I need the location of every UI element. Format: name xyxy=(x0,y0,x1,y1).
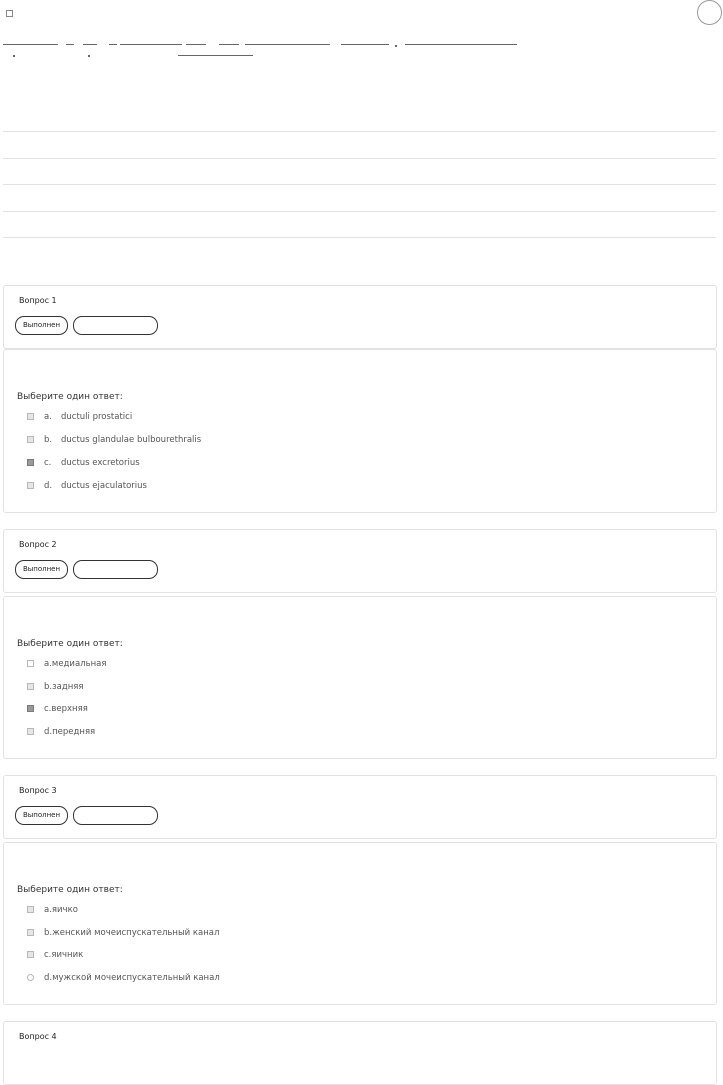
answer-option[interactable]: c.яичник xyxy=(27,950,83,962)
summary-row-divider xyxy=(3,131,716,132)
radio-icon[interactable] xyxy=(27,482,34,489)
answer-option[interactable]: d.мужской мочеиспускательный канал xyxy=(27,973,220,985)
breadcrumb-separator xyxy=(13,55,15,57)
breadcrumb-link[interactable] xyxy=(186,44,206,45)
question-info xyxy=(3,1021,717,1085)
summary-row-divider xyxy=(3,184,716,185)
user-avatar[interactable] xyxy=(697,0,722,25)
answer-option[interactable]: a.яичко xyxy=(27,905,78,917)
breadcrumb-link[interactable] xyxy=(341,44,389,45)
menu-checkbox-icon[interactable] xyxy=(6,10,13,17)
summary-row-divider xyxy=(3,158,716,159)
breadcrumb-link[interactable] xyxy=(178,55,253,56)
question-status: Выполнен xyxy=(15,316,68,335)
radio-icon[interactable] xyxy=(27,929,34,936)
radio-icon[interactable] xyxy=(27,906,34,913)
breadcrumb-link[interactable] xyxy=(3,44,58,45)
radio-icon[interactable] xyxy=(27,974,34,981)
breadcrumb-link[interactable] xyxy=(83,44,97,45)
question-info xyxy=(3,775,717,839)
radio-icon[interactable] xyxy=(27,413,34,420)
top-bar xyxy=(0,0,723,30)
question-title: Вопрос 3 xyxy=(19,786,57,795)
question-title: Вопрос 1 xyxy=(19,296,57,305)
radio-icon[interactable] xyxy=(27,728,34,735)
breadcrumb-link[interactable] xyxy=(109,44,117,45)
question-status: Выполнен xyxy=(15,560,68,579)
answer-option[interactable]: c.верхняя xyxy=(27,704,88,716)
flag-question-button[interactable] xyxy=(73,560,158,579)
answer-option[interactable]: c. ductus excretorius xyxy=(27,458,140,470)
breadcrumb-link[interactable] xyxy=(245,44,330,45)
question-title: Вопрос 4 xyxy=(19,1032,57,1041)
question-title: Вопрос 2 xyxy=(19,540,57,549)
flag-question-button[interactable] xyxy=(73,316,158,335)
question-content xyxy=(3,596,717,759)
radio-checked-icon[interactable] xyxy=(27,705,34,712)
answer-option[interactable]: b.женский мочеиспускательный канал xyxy=(27,928,219,940)
summary-row-divider xyxy=(3,237,716,238)
radio-icon[interactable] xyxy=(27,660,34,667)
breadcrumb-link[interactable] xyxy=(120,44,182,45)
breadcrumb-link[interactable] xyxy=(66,44,74,45)
question-status: Выполнен xyxy=(15,806,68,825)
answer-option[interactable]: d. ductus ejaculatorius xyxy=(27,481,147,493)
flag-question-button[interactable] xyxy=(73,806,158,825)
breadcrumb xyxy=(3,41,523,61)
breadcrumb-separator xyxy=(88,55,90,57)
answer-option[interactable]: b.задняя xyxy=(27,682,84,694)
answer-option[interactable]: d.передняя xyxy=(27,727,95,739)
breadcrumb-link[interactable] xyxy=(219,44,239,45)
question-content xyxy=(3,842,717,1005)
answer-option[interactable]: a. ductuli prostatici xyxy=(27,412,132,424)
radio-icon[interactable] xyxy=(27,436,34,443)
answer-option[interactable]: a.медиальная xyxy=(27,659,106,671)
question-info xyxy=(3,529,717,593)
breadcrumb-separator xyxy=(395,45,397,47)
summary-row-divider xyxy=(3,211,716,212)
radio-icon[interactable] xyxy=(27,683,34,690)
question-content xyxy=(3,349,717,513)
question-prompt: Выберите один ответ: xyxy=(17,885,123,895)
answer-option[interactable]: b. ductus glandulae bulbourethralis xyxy=(27,435,201,447)
radio-checked-icon[interactable] xyxy=(27,459,34,466)
question-info xyxy=(3,285,717,349)
radio-icon[interactable] xyxy=(27,951,34,958)
question-prompt: Выберите один ответ: xyxy=(17,639,123,649)
question-prompt: Выберите один ответ: xyxy=(17,392,123,402)
breadcrumb-link[interactable] xyxy=(405,44,517,45)
